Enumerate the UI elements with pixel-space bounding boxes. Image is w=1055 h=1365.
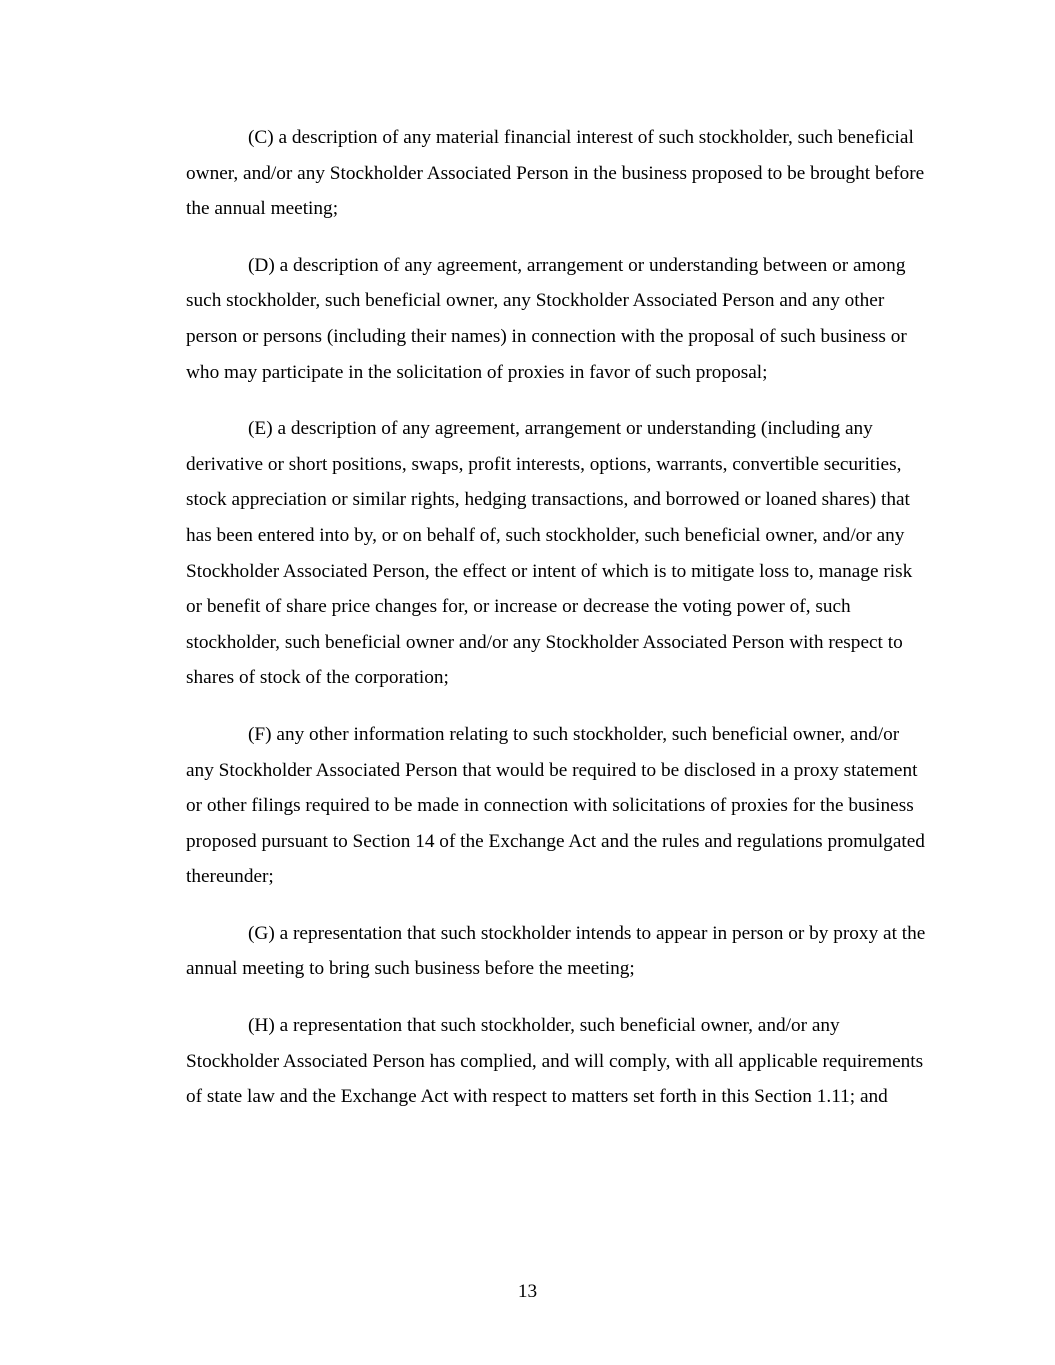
paragraph-e: [186, 411, 931, 696]
paragraph-c: [186, 120, 931, 227]
paragraph-h-text: (H) a representation that such stockholder, such beneficial owner, and/or any Stockholder Associated Person has complied, and will comply, with all applicable requirements of state law and the Exchange Act with respect to matters set forth in this Section 1.11; and: [186, 1015, 924, 1108]
paragraph-e-text: (E) a description of any agreement, arrangement or understanding (including any derivative or short positions, swaps, profit interests, options, warrants, convertible securities, stock appreciation or similar rights, hedging transactions, and borrowed or loaned shares) that has been entered into by, or on behalf of, such stockholder, such beneficial owner, and/or any Stockholder Associated Person, the effect or intent of which is to mitigate loss to, manage risk or benefit of share price changes for, or increase or decrease the voting power of, such stockholder, such beneficial owner and/or any Stockholder Associated Person with respect to shares of stock of the corporation;: [186, 418, 913, 689]
paragraph-h: [186, 1008, 931, 1115]
paragraph-g: [186, 916, 931, 987]
paragraph-f-text: (F) any other information relating to such stockholder, such beneficial owner, and/or any Stockholder Associated Person that would be required to be disclosed in a proxy statement or other filings required to be made in connection with solicitations of proxies for the business proposed pursuant to Section 14 of the Exchange Act and the rules and regulations promulgated thereunder;: [186, 723, 925, 888]
document-body: [186, 120, 931, 1136]
paragraph-f: [186, 717, 931, 895]
paragraph-g-text: (G) a representation that such stockholder intends to appear in person or by proxy at the annual meeting to bring such business before the meeting;: [186, 922, 926, 980]
paragraph-d-text: (D) a description of any agreement, arrangement or understanding between or among such stockholder, such beneficial owner, any Stockholder Associated Person and any other person or persons (including their names) in connection with the proposal of such business or who may participate in the solicitation of proxies in favor of such proposal;: [186, 254, 907, 383]
paragraph-d: [186, 248, 931, 390]
paragraph-c-text: (C) a description of any material financial interest of such stockholder, such beneficial owner, and/or any Stockholder Associated Person in the business proposed to be brought before the annual meeting;: [186, 127, 925, 220]
page-number: 13: [517, 1281, 538, 1302]
